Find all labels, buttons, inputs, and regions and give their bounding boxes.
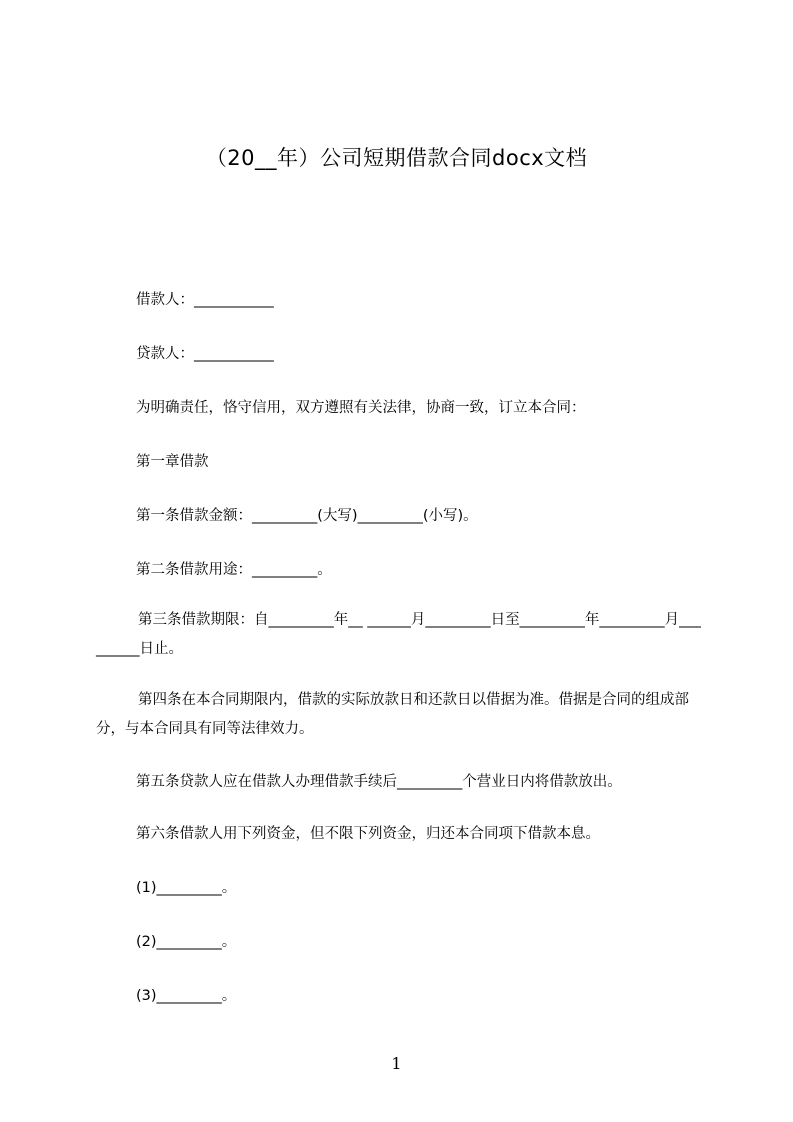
repayment-item-1: (1)_________。	[136, 880, 237, 896]
borrower-line: 借款人：___________	[136, 292, 274, 308]
repayment-item-3: (3)_________。	[136, 988, 237, 1004]
preamble-paragraph: 为明确责任，恪守信用，双方遵照有关法律，协商一致，订立本合同：	[136, 400, 586, 416]
article-3-term: 第三条借款期限：自_________年__ ______月_________日至_________年_________月_________日止。	[96, 612, 701, 657]
chapter-heading: 第一章借款	[136, 454, 209, 470]
page-number: 1	[391, 1054, 402, 1073]
article-2-purpose: 第二条借款用途：_________。	[136, 562, 332, 578]
article-6-repayment-sources: 第六条借款人用下列资金，但不限下列资金，归还本合同项下借款本息。	[136, 826, 600, 842]
document-title: （20__年）公司短期借款合同docx文档	[205, 146, 588, 170]
repayment-item-2: (2)_________。	[136, 934, 237, 950]
article-5-disbursement: 第五条贷款人应在借款人办理借款手续后_________个营业日内将借款放出。	[136, 774, 622, 790]
lender-line: 贷款人：___________	[136, 346, 274, 362]
article-1-amount: 第一条借款金额：_________(大写)_________(小写)。	[136, 508, 478, 524]
article-4-receipts: 第四条在本合同期限内，借款的实际放款日和还款日以借据为准。借据是合同的组成部分，与本合同具有同等法律效力。	[96, 692, 689, 737]
